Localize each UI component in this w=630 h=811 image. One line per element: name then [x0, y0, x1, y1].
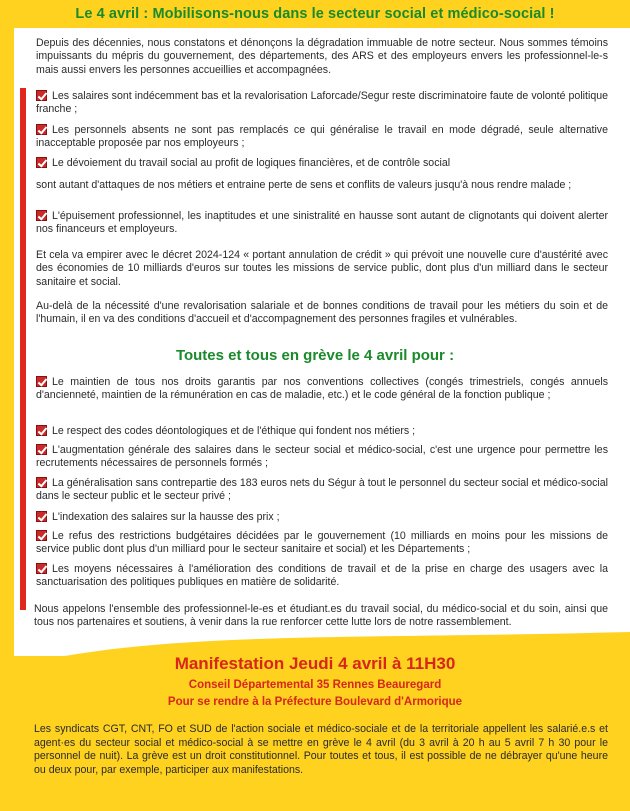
footer-paragraph: Les syndicats CGT, CNT, FO et SUD de l'action sociale et médico-sociale et de la territoriale appellent les salarié.e.s et agent·es du secteur social et médico-social à se mettre en grève le 4 avril (du 3 avril à 20 h au 5 avril 7 h 30 pour le personnel de nuit). La grève est un droit constitutionnel. Pour toutes et tous, il est possible de ne débrayer qu'une heure ou deux pour, par exemple, participer aux manifestations. — [34, 723, 608, 776]
strike-heading: Toutes et tous en grève le 4 avril pour : — [175, 347, 455, 364]
checkbox-checked-icon — [36, 124, 47, 135]
checkbox-checked-icon — [36, 563, 47, 574]
grievance-item: Le dévoiement du travail social au profit de logiques financières, et de contrôle social — [36, 157, 608, 170]
checkbox-checked-icon — [36, 425, 47, 436]
demand-item: L'indexation des salaires sur la hausse des prix ; — [36, 511, 608, 524]
grievance-item: Les personnels absents ne sont pas remplacés ce qui généralise le travail en mode dégradé, seule alternative inacceptable proposée par nos employeurs ; — [36, 124, 608, 150]
page-title: Le 4 avril : Mobilisons-nous dans le secteur social et médico-social ! — [75, 6, 555, 22]
intro-paragraph: Depuis des décennies, nous constatons et dénonçons la dégradation immuable de notre secteur. Nous sommes témoins impuissants du mépris du gouvernement, des départements, des ARS et des employeurs envers les professionnel-le-s mais aussi envers les personnes accueillies et accompagnées. — [36, 37, 608, 76]
demand-item: L'augmentation générale des salaires dans le secteur social et médico-social, c'est une urgence pour permettre les recrutements nécessaires de personnels formés ; — [36, 444, 608, 470]
event-headline: Manifestation Jeudi 4 avril à 11H30 — [174, 654, 456, 673]
checkbox-checked-icon — [36, 376, 47, 387]
grievance-item: L'épuisement professionnel, les inaptitudes et une sinistralité en hausse sont autant de clignotants qui doivent alerter nos financeurs et employeurs. — [36, 210, 608, 236]
decree-paragraph: Et cela va empirer avec le décret 2024-124 « portant annulation de crédit » qui prévoit une nouvelle cure d'austérité avec des économies de 10 milliards d'euros sur toutes les missions de service public, dont plus d'un milliard dans le secteur sanitaire et social. — [36, 249, 608, 288]
demand-item: Le maintien de tous nos droits garantis par nos conventions collectives (congés trimestriels, congés annuels d'ancienneté, maintien de la rémunération en cas de maladie, etc.) et le code général de la fonction publique ; — [36, 376, 608, 402]
checkbox-checked-icon — [36, 511, 47, 522]
appeal-paragraph: Nous appelons l'ensemble des professionnel-le-es et étudiant.es du travail social, du médico-social et du soin, ainsi que tous nos partenaires et soutiens, à venir dans la rue renforcer cette lutte lors de notre rassemblement. — [34, 603, 608, 629]
grievance-continuation: sont autant d'attaques de nos métiers et entraine perte de sens et conflits de valeurs jusqu'à nous rendre malade ; — [36, 179, 572, 191]
beyond-paragraph: Au-delà de la nécessité d'une revalorisation salariale et de bonnes conditions de travail pour les métiers du soin et de l'humain, il en va des conditions d'accueil et d'accompagnement des personnes fragiles et vulnérables. — [36, 300, 608, 326]
checkbox-checked-icon — [36, 530, 47, 541]
demand-item: Le refus des restrictions budgétaires décidées par le gouvernement (10 milliards en moins pour les missions de service public dont plus d'un milliard pour le secteur sanitaire et social) et les Départements ; — [36, 530, 608, 556]
checkbox-checked-icon — [36, 444, 47, 455]
content-panel — [14, 28, 630, 656]
demand-item: La généralisation sans contrepartie des 183 euros nets du Ségur à tout le personnel du secteur social et médico-social dans le secteur public et le secteur privé ; — [36, 477, 608, 503]
event-route: Pour se rendre à la Préfecture Boulevard d'Armorique — [167, 696, 463, 708]
checkbox-checked-icon — [36, 477, 47, 488]
demand-item: Les moyens nécessaires à l'amélioration des conditions de travail et de la prise en charge des usagers avec la sanctuarisation des politiques publiques en matière de solidarité. — [36, 563, 608, 589]
checkbox-checked-icon — [36, 90, 47, 101]
checkbox-checked-icon — [36, 157, 47, 168]
checkbox-checked-icon — [36, 210, 47, 221]
grievance-item: Les salaires sont indécemment bas et la revalorisation Laforcade/Segur reste discriminatoire faute de volonté politique franche ; — [36, 90, 608, 116]
demand-item: Le respect des codes déontologiques et de l'éthique qui fondent nos métiers ; — [36, 425, 608, 438]
event-location: Conseil Départemental 35 Rennes Beauregard — [188, 679, 442, 691]
